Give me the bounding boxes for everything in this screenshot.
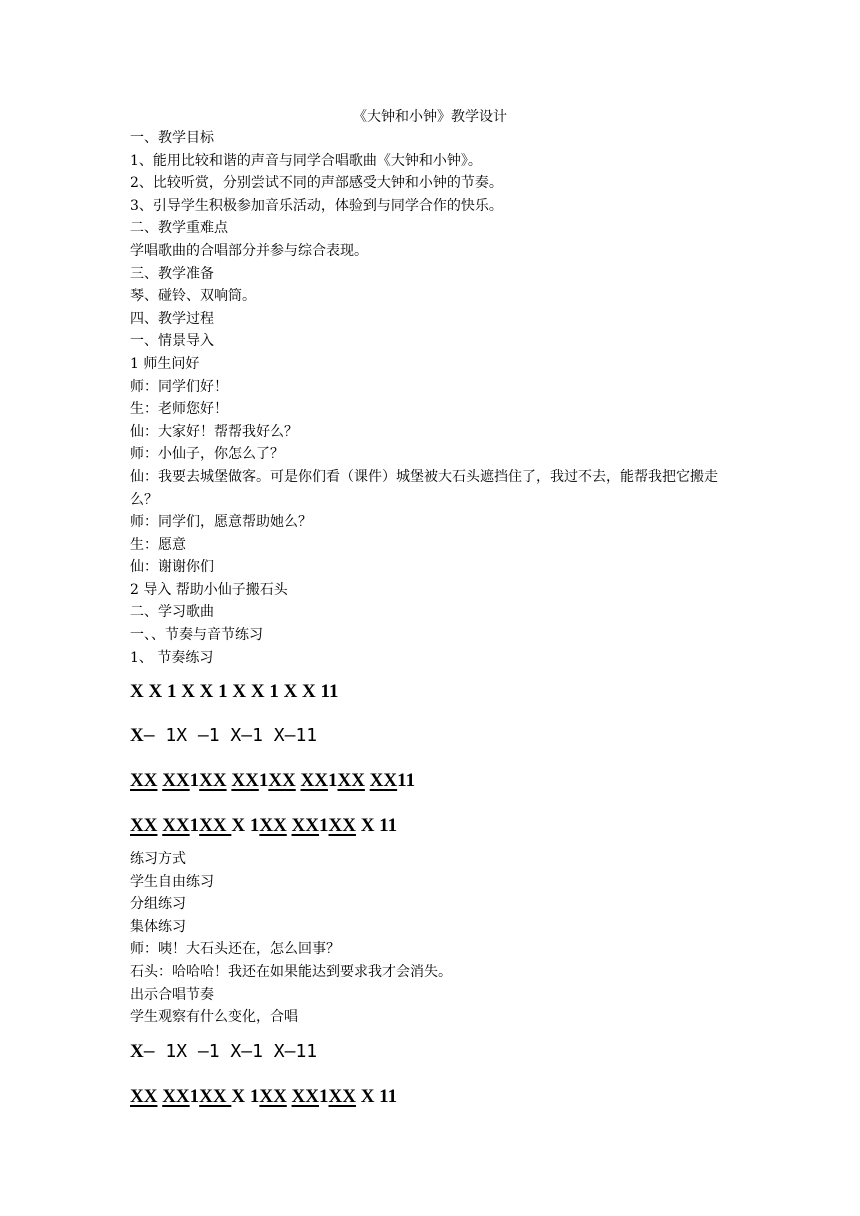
text-line: 2 导入 帮助小仙子搬石头 xyxy=(130,581,288,598)
text-line: 练习方式 xyxy=(130,851,186,867)
rhythm-group: XX xyxy=(337,770,365,791)
rhythm-note: X 1 xyxy=(231,815,260,836)
rhythm-group: XX xyxy=(328,1086,356,1107)
rhythm-line-6 xyxy=(130,1085,397,1109)
text-line: 一、情景导入 xyxy=(130,333,214,350)
rhythm-group: XX xyxy=(291,815,319,836)
rhythm-group: XX xyxy=(259,1086,287,1107)
text-line: 出示合唱节奏 xyxy=(130,986,214,1003)
text-line: 四、教学过程 xyxy=(130,310,214,327)
rhythm-line-1: X X 1 X X 1 X X 1 X X 11 xyxy=(130,681,339,702)
rhythm-group: XX xyxy=(231,770,259,791)
text-line: 生：老师您好！ xyxy=(130,401,228,418)
text-line: 1 师生问好 xyxy=(130,355,200,372)
rhythm-note: X xyxy=(130,725,144,746)
rhythm-group: XX xyxy=(268,770,296,791)
text-line: 师：同学们好！ xyxy=(130,378,228,395)
rhythm-rest: — 1X —1 X—1 X—11 xyxy=(143,725,318,746)
rhythm-note: X 1 xyxy=(231,1086,260,1107)
rhythm-group: XX xyxy=(162,770,190,791)
text-line: 分组练习 xyxy=(130,896,186,913)
text-line: 生：愿意 xyxy=(130,536,186,553)
text-line: 2、比较听赏，分别尝试不同的声部感受大钟和小钟的节奏。 xyxy=(130,175,503,192)
rhythm-group: XX xyxy=(291,1086,319,1107)
text-line: 学生观察有什么变化，合唱 xyxy=(130,1009,298,1026)
text-line: 石头：哈哈哈！我还在如果能达到要求我才会消失。 xyxy=(130,963,452,980)
rhythm-group: XX xyxy=(199,1086,232,1107)
text-line: 琴、碰铃、双响筒。 xyxy=(130,288,256,305)
rhythm-line-4 xyxy=(130,814,397,838)
text-line: 二、学习歌曲 xyxy=(130,604,214,621)
rhythm-line-5 xyxy=(130,1040,317,1064)
rhythm-bar: 1 xyxy=(327,770,338,791)
rhythm-bar: 1 xyxy=(189,770,200,791)
text-line: 集体练习 xyxy=(130,918,186,935)
section-intro xyxy=(130,127,740,669)
rhythm-group: XX xyxy=(199,815,232,836)
rhythm-group: XX xyxy=(130,1086,158,1107)
document-title: 《大钟和小钟》教学设计 xyxy=(353,109,507,125)
text-paragraph: 仙：我要去城堡做客。可是你们看（课件）城堡被大石头遮挡住了，我过不去，能帮我把它搬走么？ xyxy=(130,468,718,508)
rhythm-group: XX xyxy=(162,1086,190,1107)
text-line: 学生自由练习 xyxy=(130,873,214,890)
rhythm-note: X xyxy=(130,1041,144,1062)
rhythm-line-3 xyxy=(130,769,415,793)
text-line: 1、 节奏练习 xyxy=(130,649,214,666)
text-line: 师：小仙子，你怎么了？ xyxy=(130,446,284,463)
text-line: 学唱歌曲的合唱部分并参与综合表现。 xyxy=(130,242,368,259)
section-practice xyxy=(130,848,740,1029)
rhythm-group: XX xyxy=(130,770,158,791)
rhythm-rest: — 1X —1 X—1 X—11 xyxy=(143,1041,318,1062)
text-line: 三、教学准备 xyxy=(130,265,214,282)
rhythm-line-2 xyxy=(130,724,317,748)
text-line: 师：咦！大石头还在，怎么回事？ xyxy=(130,941,340,958)
rhythm-note: X 11 xyxy=(355,815,398,836)
text-line: 1、能用比较和谐的声音与同学合唱歌曲《大钟和小钟》。 xyxy=(130,152,482,169)
rhythm-group: XX xyxy=(130,815,158,836)
rhythm-group: XX xyxy=(300,770,328,791)
text-line: 一、、节奏与音节练习 xyxy=(130,627,263,644)
rhythm-bar: 1 xyxy=(189,815,200,836)
text-line: 师：同学们，愿意帮助她么？ xyxy=(130,514,312,531)
rhythm-bar: 11 xyxy=(397,770,416,791)
rhythm-bar: 1 xyxy=(319,1086,329,1107)
text-line: 仙：谢谢你们 xyxy=(130,559,214,576)
rhythm-group: XX xyxy=(369,770,398,791)
rhythm-bar: 1 xyxy=(319,815,329,836)
text-line: 一、教学目标 xyxy=(130,130,214,146)
rhythm-group: XX xyxy=(328,815,356,836)
rhythm-group: XX xyxy=(162,815,190,836)
rhythm-note: X 11 xyxy=(355,1086,398,1107)
text-line: 仙：大家好！帮帮我好么？ xyxy=(130,423,298,440)
text-line: 3、引导学生积极参加音乐活动，体验到与同学合作的快乐。 xyxy=(130,197,503,214)
rhythm-bar: 1 xyxy=(189,1086,200,1107)
rhythm-group: XX xyxy=(199,770,227,791)
text-line: 二、教学重难点 xyxy=(130,220,228,237)
rhythm-bar: 1 xyxy=(258,770,269,791)
rhythm-group: XX xyxy=(259,815,287,836)
